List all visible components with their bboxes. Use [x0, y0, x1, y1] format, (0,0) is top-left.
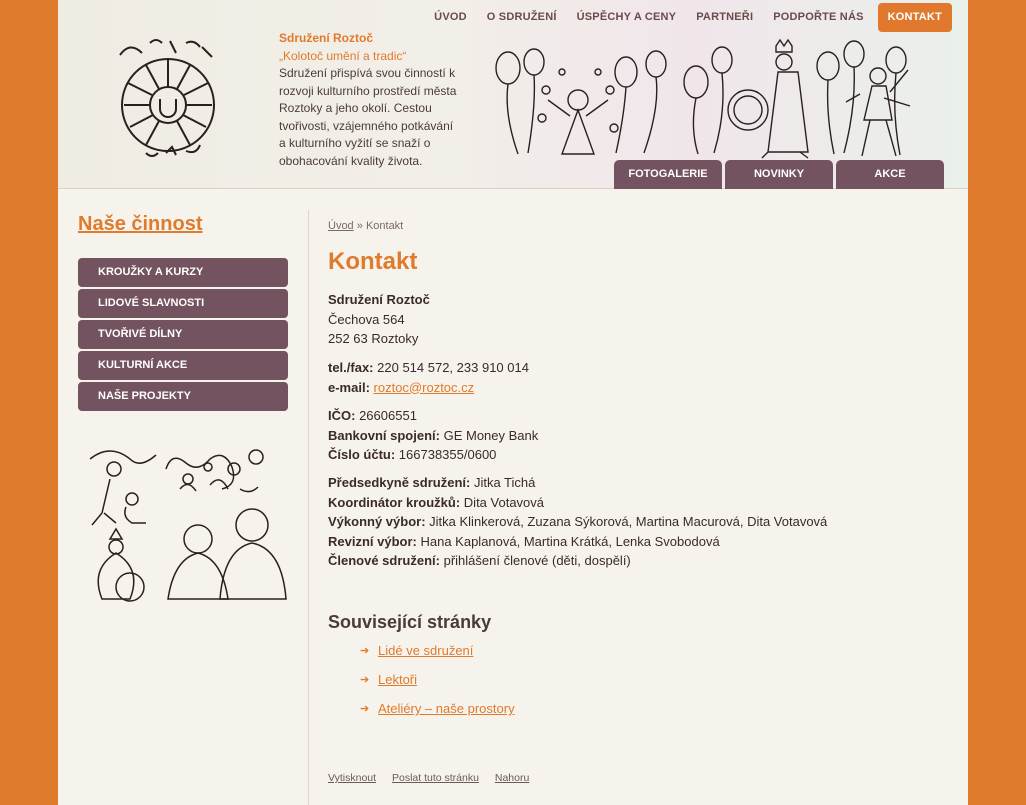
people-label: Výkonný výbor:: [328, 514, 426, 529]
people-row: [328, 493, 827, 513]
people-row: [328, 512, 827, 532]
breadcrumb-current: Kontakt: [365, 220, 404, 232]
back-to-top-link[interactable]: Nahoru: [494, 772, 530, 784]
people-row: [328, 473, 827, 493]
nav-kontakt[interactable]: KONTAKT: [878, 3, 952, 32]
people-label: Předsedkyně sdružení:: [328, 475, 471, 490]
people-value: Jitka Klinkerová, Zuzana Sýkorová, Martina Macurová, Dita Votavová: [429, 514, 828, 529]
sidebar-title[interactable]: Naše činnost: [78, 213, 203, 235]
nav-o-sdruzeni[interactable]: O SDRUŽENÍ: [486, 11, 557, 23]
footer-links: [328, 772, 542, 784]
breadcrumb-separator: »: [356, 220, 363, 232]
top-navigation: [424, 3, 952, 32]
subnav-novinky[interactable]: NOVINKY: [725, 160, 833, 189]
subnav-akce[interactable]: AKCE: [836, 160, 944, 189]
arrow-right-icon: ➔: [360, 674, 370, 686]
tel-label: tel./fax:: [328, 360, 374, 375]
related-title: Související stránky: [328, 612, 492, 632]
ico-label: IČO:: [328, 408, 356, 423]
sidebar: [58, 189, 308, 805]
sub-navigation: [614, 160, 944, 189]
header-illustration: [486, 32, 926, 160]
people-value: Dita Votavová: [463, 494, 545, 510]
people-row: [328, 532, 827, 552]
account-value: 166738355/0600: [398, 447, 497, 462]
people-label: Revizní výbor:: [328, 533, 417, 549]
people-row: [328, 551, 827, 571]
related-link-ateliery[interactable]: Ateliéry – naše prostory: [378, 701, 515, 716]
list-item: [360, 641, 515, 670]
header: [58, 0, 968, 189]
column-divider: [308, 210, 309, 805]
address-block: [328, 290, 430, 349]
address-name: Sdružení Roztoč: [328, 292, 430, 307]
people-value: Jitka Tichá: [473, 475, 536, 490]
send-page-link[interactable]: Poslat tuto stránku: [391, 772, 479, 784]
people-value: Hana Kaplanová, Martina Krátká, Lenka Svobodová: [420, 533, 720, 549]
sidebar-item-kulturni-akce[interactable]: KULTURNÍ AKCE: [78, 351, 288, 380]
ico-value: 26606551: [359, 408, 417, 423]
sidebar-item-tvorive-dilny[interactable]: TVOŘIVÉ DÍLNY: [78, 320, 288, 349]
sidebar-item-krouzky[interactable]: KROUŽKY A KURZY: [78, 258, 288, 287]
page: [58, 0, 968, 805]
sidebar-menu: [78, 258, 288, 413]
account-label: Číslo účtu:: [328, 447, 396, 462]
related-list: [360, 641, 515, 728]
email-link[interactable]: roztoc@roztoc.cz: [373, 379, 475, 395]
related-link-lide[interactable]: Lidé ve sdružení: [378, 643, 474, 658]
tel-value: 220 514 572, 233 910 014: [377, 360, 529, 375]
intro: [279, 30, 461, 170]
arrow-right-icon: ➔: [360, 703, 370, 715]
email-label: e-mail:: [328, 379, 370, 395]
company-ids-block: [328, 406, 538, 465]
nav-partneri[interactable]: PARTNEŘI: [696, 11, 754, 23]
breadcrumb-home[interactable]: Úvod: [328, 220, 354, 232]
address-street: Čechova 564: [328, 311, 405, 327]
nav-uvod[interactable]: ÚVOD: [434, 11, 467, 23]
motto: „Kolotoč umění a tradic“: [279, 48, 407, 63]
people-label: Koordinátor kroužků:: [328, 494, 461, 510]
people-label: Členové sdružení:: [328, 553, 440, 568]
related-link-lektori[interactable]: Lektoři: [378, 672, 418, 687]
people-block: [328, 473, 827, 571]
address-city: 252 63 Roztoky: [328, 331, 419, 346]
org-name: Sdružení Roztoč: [279, 31, 374, 45]
breadcrumb: [328, 220, 403, 232]
list-item: [360, 670, 515, 699]
sidebar-item-nase-projekty[interactable]: NAŠE PROJEKTY: [78, 382, 288, 411]
people-value: přihlášení členové (děti, dospělí): [443, 553, 631, 568]
logo-icon[interactable]: [106, 35, 231, 160]
nav-podporte-nas[interactable]: PODPOŘTE NÁS: [773, 11, 864, 23]
nav-uspechy-a-ceny[interactable]: ÚSPĚCHY A CENY: [576, 11, 677, 23]
page-title: Kontakt: [328, 248, 418, 275]
print-link[interactable]: Vytisknout: [328, 772, 377, 784]
intro-text: Sdružení přispívá svou činností k rozvoji kulturního prostředí města Roztoky a jeho okolí. Cestou tvořivosti, vzájemného potkávání a kulturního vyžití se snaží o obohacování kvality života.: [279, 66, 457, 168]
arrow-right-icon: ➔: [360, 645, 370, 657]
subnav-fotogalerie[interactable]: FOTOGALERIE: [614, 160, 722, 189]
contact-block: [328, 358, 529, 397]
list-item: [360, 699, 515, 728]
bank-value: GE Money Bank: [443, 427, 539, 443]
sidebar-illustration: [80, 439, 288, 604]
sidebar-item-lidove-slavnosti[interactable]: LIDOVÉ SLAVNOSTI: [78, 289, 288, 318]
bank-label: Bankovní spojení:: [328, 427, 440, 443]
